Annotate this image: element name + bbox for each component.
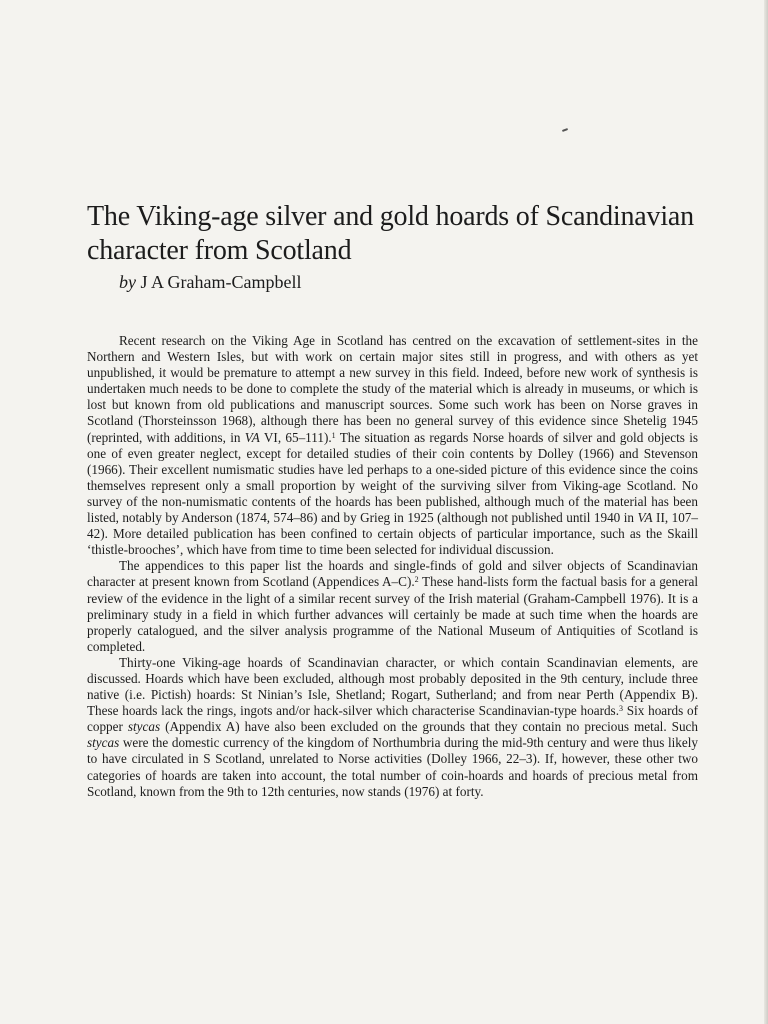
text-run: Six hoards of copper bbox=[87, 703, 698, 735]
byline bbox=[119, 271, 301, 293]
footnote-ref: 2 bbox=[414, 575, 419, 585]
footnote-ref: 1 bbox=[331, 430, 336, 440]
text-run: The appendices to this paper list the hoards and single-finds of gold and silver objects of Scandinavian character at present known from Scotland (Appendices A–C). bbox=[87, 558, 698, 590]
page-edge bbox=[764, 0, 768, 1024]
text-run: Thirty-one Viking-age hoards of Scandinavian character, or which contain Scandinavian elements, are discussed. Hoards which have been excluded, although most probably deposited in the 9th century, include three native (i.e. Pictish) hoards: St Ninian’s Isle, Shetland; Rogart, Sutherland; and from near Perth (Appendix B). These hoards lack the rings, ingots and/or hack-silver which characterise Scandinavian-type hoards. bbox=[87, 654, 698, 719]
author-name: J A Graham-Campbell bbox=[140, 272, 302, 292]
paragraph-1 bbox=[87, 333, 698, 558]
text-run: Recent research on the Viking Age in Scotland has centred on the excavation of settlement-sites in the Northern and Western Isles, but with work on certain major sites still in progress, and with others as yet unpublished, it would be premature to attempt a new survey in this field. Indeed, before new work of synthesis is undertaken much needs to be done to complete the study of the material which is already in museums, or which is lost but known from old publications and manuscript sources. Some such work has been on Norse graves in Scotland (Thorsteinsson 1968), although there has been no general survey of this evidence since Shetelig 1945 (reprinted, with additions, in bbox=[87, 333, 698, 445]
byline-prefix: by bbox=[119, 272, 136, 292]
scan-speck bbox=[562, 128, 568, 132]
paragraph-3 bbox=[87, 655, 698, 800]
text-run: VI, 65–111). bbox=[259, 429, 332, 445]
text-run: (Appendix A) have also been excluded on the grounds that they contain no precious metal. Such bbox=[160, 719, 698, 735]
text-run: were the domestic currency of the kingdom of Northumbria during the mid-9th century and were thus likely to have circulated in S Scotland, unrelated to Norse activities (Dolley 1966, 22–3). If, however, these other two categories of hoards are taken into account, the total number of coin-hoards and hoards of precious metal from Scotland, known from the 9th to 12th centuries, now stands (1976) at forty. bbox=[87, 735, 698, 799]
footnote-ref: 3 bbox=[619, 704, 623, 714]
article-body bbox=[87, 333, 698, 800]
text-run: The situation as regards Norse hoards of silver and gold objects is one of even greater neglect, except for detailed studies of their coin contents by Dolley (1966) and Stevenson (1966). Their excellent numismatic studies have led perhaps to a one-sided picture of this evidence since the coins themselves represent only a small proportion by weight of the surviving silver from Viking-age Scotland. No survey of the non-numismatic contents of the hoards has been published, although much of the material has been listed, notably by Anderson (1874, 574–86) and by Grieg in 1925 (although not published until 1940 in bbox=[87, 429, 698, 526]
article-title: The Viking-age silver and gold hoards of Scandinavian character from Scotland bbox=[87, 201, 694, 266]
text-run: II, 107–42). More detailed publication has been confined to certain objects of particular importance, such as the Skaill ‘thistle-brooches’, which have from time to time been selected for individual discussion. bbox=[87, 510, 698, 558]
italic-text: VA bbox=[244, 429, 260, 445]
italic-text: VA bbox=[637, 510, 653, 526]
paragraph-2 bbox=[87, 558, 698, 655]
text-run: These hand-lists form the factual basis for a general review of the evidence in the light of a similar recent survey of the Irish material (Graham-Campbell 1976). It is a preliminary study in a field in which further advances will certainly be made at such time when the hoards are properly catalogued, and the silver analysis programme of the National Museum of Antiquities of Scotland is completed. bbox=[87, 574, 699, 654]
italic-text: stycas bbox=[127, 719, 161, 735]
italic-text: stycas bbox=[87, 735, 120, 751]
